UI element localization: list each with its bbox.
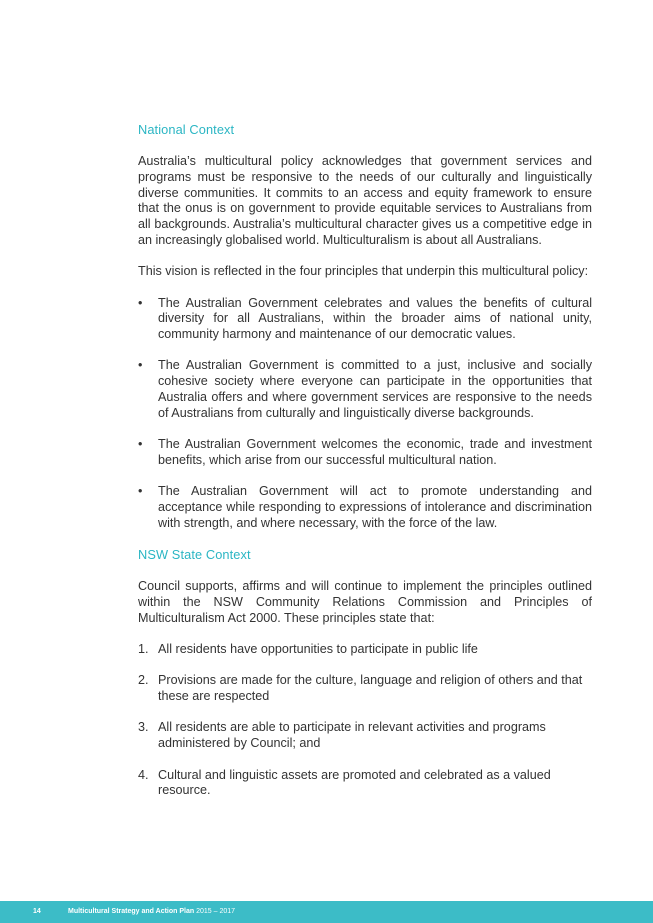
national-intro-paragraph: Australia’s multicultural policy acknowledges that government services and programs must be responsive to the needs of our culturally and linguistically diverse communities. It commits to an access and equity framework to ensure that the onus is on government to provide equitable services to Australians from all backgrounds. Australia’s multicultural character gives us a competitive edge in an increasingly globalised world. Multiculturalism is about all Australians. [138,154,592,247]
numbered-list-item [138,642,592,658]
list-number: 1. [138,642,149,657]
principle-bullet-item [138,437,592,469]
principle-text: The Australian Government welcomes the economic, trade and investment benefits, which arise from our successful multicultural nation. [158,437,592,467]
page-footer [0,901,653,923]
list-item-text: All residents have opportunities to participate in public life [158,642,478,657]
list-item-text: All residents are able to participate in relevant activities and programs administered by Council; and [158,720,546,751]
list-item-text: Cultural and linguistic assets are promoted and celebrated as a valued resource. [158,767,551,798]
page-number: 14 [33,908,41,915]
numbered-list-item [138,673,592,705]
principle-text: The Australian Government celebrates and values the benefits of cultural diversity for all Australians, within the broader aims of national unity, community harmony and maintenance of our democratic values. [158,295,592,342]
list-number: 2. [138,673,149,688]
principle-bullet-item [138,358,592,421]
nsw-context-heading: NSW State Context [138,547,251,563]
footer-years: 2015 – 2017 [196,908,236,915]
principle-text: The Australian Government is committed to a just, inclusive and socially cohesive society where everyone can participate in the opportunities that Australia offers and where government services are responsive to the needs of Australians from culturally and linguistically diverse backgrounds. [158,358,592,420]
national-context-heading: National Context [138,122,235,137]
bullet-icon: • [138,358,143,373]
footer-title-text: Multicultural Strategy and Action Plan [68,908,195,915]
bullet-icon: • [138,295,143,310]
bullet-icon: • [138,437,143,452]
page-content [138,122,592,799]
list-item-text: Provisions are made for the culture, language and religion of others and that these are respected [158,673,583,704]
principle-text: The Australian Government will act to promote understanding and acceptance while responding to expressions of intolerance and discrimination with strength, and where necessary, with the force of the law. [158,484,592,530]
list-number: 3. [138,720,149,735]
principle-bullet-item [138,296,592,343]
numbered-list-item [138,720,592,752]
principle-bullet-item [138,484,592,531]
footer-document-title [68,908,235,915]
nsw-intro-paragraph: Council supports, affirms and will continue to implement the principles outlined within the NSW Community Relations Commission and Principles of Multiculturalism Act 2000. These principles state that: [138,579,592,625]
list-number: 4. [138,767,149,782]
numbered-list-item [138,768,592,800]
principles-intro-paragraph: This vision is reflected in the four principles that underpin this multicultural policy: [138,264,589,279]
bullet-icon: • [138,484,143,499]
